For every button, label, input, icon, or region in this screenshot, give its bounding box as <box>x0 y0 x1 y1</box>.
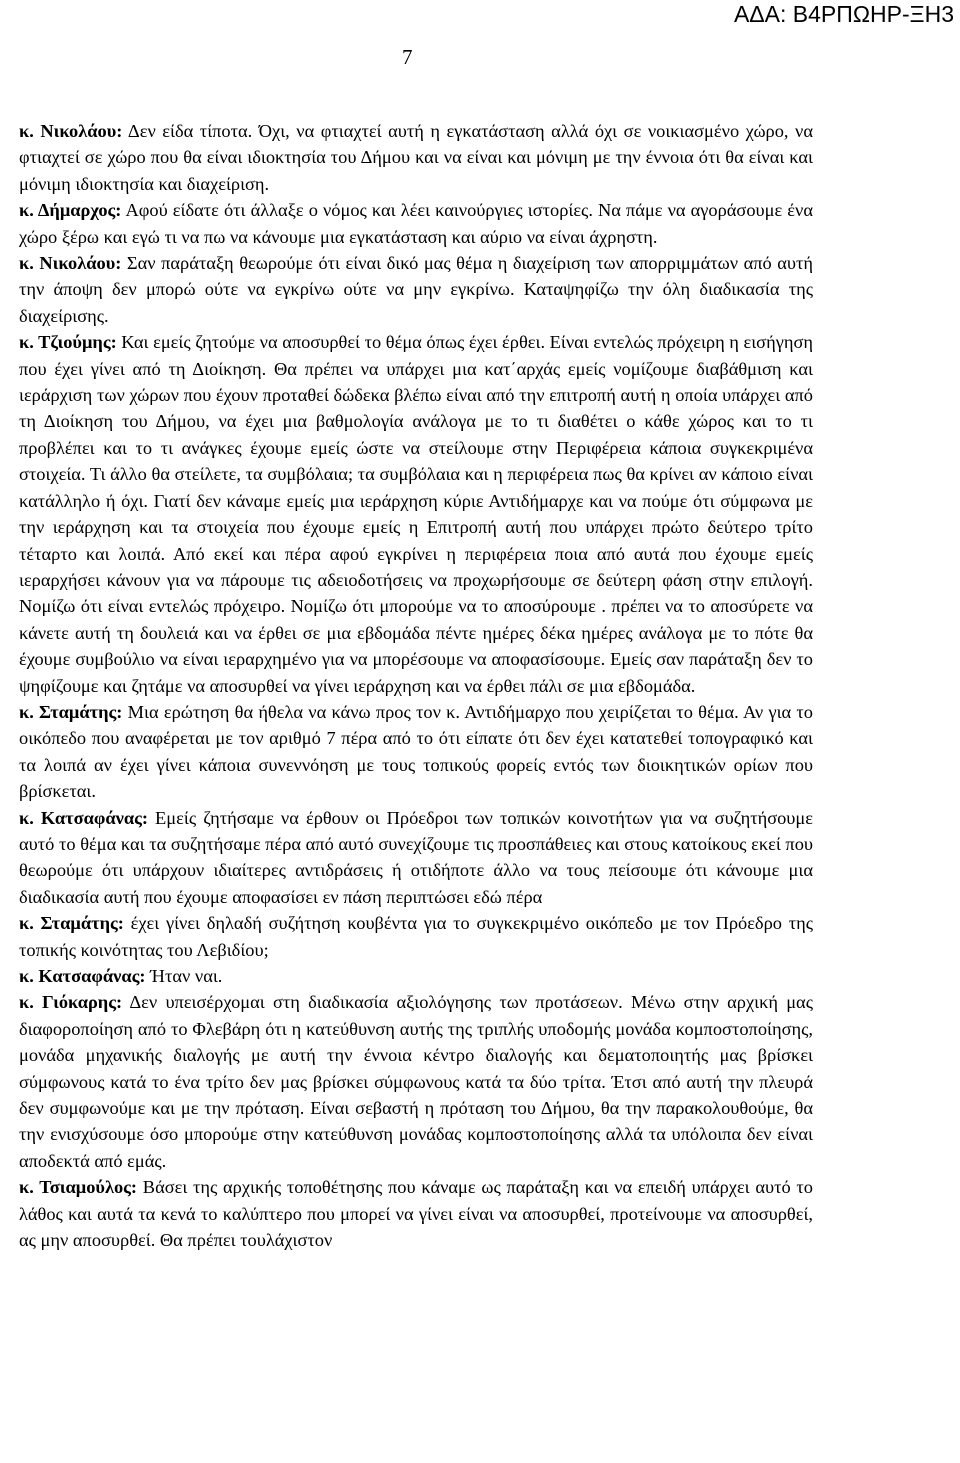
paragraph-4 <box>19 329 813 699</box>
speech-text: Και εμείς ζητούμε να αποσυρθεί το θέμα όπως έχει έρθει. Είναι εντελώς πρόχειρη η εισήγηση που έχει γίνει από τη Διοίκηση. Θα πρέπει να υπάρχει μια κατ΄αρχάς εμείς νομίζουμε διαβάθμιση και ιεράρχιση των χώρων που έχουν προταθεί δώδεκα βλέπω είναι από την επιτροπή αυτή η οποία υπάρχει από τη Διοίκηση του Δήμου, να έχει μια βαθμολογία ανάλογα με το τι διαθέτει ο κάθε χώρος και το τι προβλέπει και το τι ανάγκες έχουμε εμείς ώστε να στείλουμε στην Περιφέρεια κάποια συγκεκριμένα στοιχεία. Τι άλλο θα στείλετε, τα συμβόλαια; τα συμβόλαια και η περιφέρεια πως θα κρίνει αν κάποιο είναι κατάλληλο ή όχι. Γιατί δεν κάναμε εμείς μια ιεράρχηση κύριε Αντιδήμαρχε και να πούμε ότι σύμφωνα με την ιεράρχηση και τα στοιχεία που έχουμε εμείς η Επιτροπή αυτή που υπάρχει πρώτο δεύτερο τρίτο τέταρτο και λοιπά. Από εκεί και πέρα αφού εγκρίνει η περιφέρεια ποια από αυτά που έχουμε εμείς ιεραρχήσει κάνουν για να πάρουμε τις αδειοδοτήσεις να προχωρήσουμε σε δεύτερη φάση στην επιλογή. Νομίζω ότι είναι εντελώς πρόχειρο. Νομίζω ότι μπορούμε να το αποσύρουμε . πρέπει να το αποσύρετε να κάνετε αυτή τη δουλειά και να έρθει σε μια εβδομάδα πέντε ημέρες δέκα ημέρες ανάλογα με το πότε θα έχουμε συμβούλιο να είναι ιεραρχημένο για να μπορέσουμε να αποφασίσουμε. Εμείς σαν παράταξη δεν το ψηφίζουμε και ζητάμε να αποσυρθεί να γίνει ιεράρχηση και να έρθει πάλι σε μια εβδομάδα. <box>19 332 813 696</box>
speaker-name: κ. Νικολάου: <box>19 253 122 274</box>
paragraph-1 <box>19 118 813 197</box>
speaker-name: κ. Σταμάτης: <box>19 701 123 722</box>
minutes-body <box>19 118 813 1253</box>
speech-text: έχει γίνει δηλαδή συζήτηση κουβέντα για το συγκεκριμένο οικόπεδο με τον Πρόεδρο της τοπικής κοινότητας του Λεβιδίου; <box>19 913 813 960</box>
paragraph-10 <box>19 1174 813 1253</box>
paragraph-5 <box>19 699 813 805</box>
speech-text: Ήταν ναι. <box>145 966 223 986</box>
speaker-name: κ. Τζιούμης: <box>19 332 117 353</box>
paragraph-8 <box>19 963 813 989</box>
speech-text: Αφού είδατε ότι άλλαξε ο νόμος και λέει καινούργιες ιστορίες. Να πάμε να αγοράσουμε ένα χώρο ξέρω και εγώ τι να πω να κάνουμε μια εγκατάσταση και αύριο να είναι άχρηστη. <box>19 200 813 247</box>
paragraph-3 <box>19 250 813 329</box>
speech-text: Μια ερώτηση θα ήθελα να κάνω προς τον κ. Αντιδήμαρχο που χειρίζεται το θέμα. Αν για το οικόπεδο που αναφέρεται με τον αριθμό 7 πέρα από το ότι είπατε ότι δεν έχει κατατεθεί τοπογραφικό και τα λοιπά αν έχει γίνει κάποια συνεννόηση με τους τοπικούς φορείς εντός των διοικητικών ορίων που βρίσκεται. <box>19 701 813 802</box>
speech-text: Δεν υπεισέρχομαι στη διαδικασία αξιολόγησης των προτάσεων. Μένω στην αρχική μας διαφοροποίηση από το Φλεβάρη ότι η κατεύθυνση αυτής της τριπλής υποδομής μονάδα κομποστοποίησης, μονάδα μηχανικής διαλογής με αυτή την έννοια κέντρο διαλογής και δεματοποιητής μας βρίσκει σύμφωνους κατά το ένα τρίτο δεν μας βρίσκει σύμφωνους κατά τα δύο τρίτα. Έτσι από αυτή την πλευρά δεν συμφωνούμε και με την πρόταση. Είναι σεβαστή η πρόταση του Δήμου, θα την παρακολουθούμε, θα την ενισχύσουμε όσο μπορούμε στην κατεύθυνση μονάδας κομποστοποίησης αλλά τα υπόλοιπα δεν είναι αποδεκτά από εμάς. <box>19 992 813 1171</box>
speaker-name: κ. Νικολάου: <box>19 121 123 141</box>
speaker-name: κ. Κατσαφάνας: <box>19 966 146 986</box>
paragraph-7 <box>19 910 813 963</box>
page-number: 7 <box>402 45 413 69</box>
speech-text: Εμείς ζητήσαμε να έρθουν οι Πρόεδροι των τοπικών κοινοτήτων για να συζητήσουμε αυτό το θέμα και τα συζητήσαμε πέρα από αυτό συνεχίζουμε τις προσπάθειες και στους κατοίκους εκεί που θεωρούμε ότι υπάρχουν ιδιαίτερες αντιδράσεις ή οτιδήποτε άλλο να τους πείσουμε ότι κάνουμε μια διαδικασία αυτή που έχουμε αποφασίσει εν πάση περιπτώσει εδώ πέρα <box>19 807 813 907</box>
speaker-name: κ. Κατσαφάνας: <box>19 807 148 828</box>
speech-text: Βάσει της αρχικής τοποθέτησης που κάναμε ως παράταξη και να επειδή υπάρχει αυτό το λάθος και αυτά τα κενά το καλύπτερο που μπορεί να γίνει είναι να αποσυρθεί, προτείνουμε να αποσυρθεί, ας μην αποσυρθεί. Θα πρέπει τουλάχιστον <box>19 1177 813 1251</box>
paragraph-9 <box>19 989 813 1174</box>
speaker-name: κ. Δήμαρχος: <box>19 200 122 221</box>
speech-text: Δεν είδα τίποτα. Όχι, να φτιαχτεί αυτή η εγκατάσταση αλλά όχι σε νοικιασμένο χώρο, να φτιαχτεί σε χώρο που θα είναι ιδιοκτησία του Δήμου και να είναι και μόνιμη με την έννοια ότι θα είναι και μόνιμη ιδιοκτησία και διαχείριση. <box>19 121 813 194</box>
paragraph-2 <box>19 197 813 250</box>
speaker-name: κ. Γιόκαρης: <box>19 992 123 1013</box>
ada-code: ΑΔΑ: Β4ΡΠΩΗΡ-ΞΗ3 <box>733 1 954 27</box>
speaker-name: κ. Τσιαμούλος: <box>19 1177 138 1198</box>
speaker-name: κ. Σταμάτης: <box>19 913 124 934</box>
speech-text: Σαν παράταξη θεωρούμε ότι είναι δικό μας θέμα η διαχείριση των απορριμμάτων από αυτή την άποψη δεν μπορώ ούτε να εγκρίνω ούτε να μην εγκρίνω. Καταψηφίζω την όλη διαδικασία της διαχείρισης. <box>19 253 813 326</box>
paragraph-6 <box>19 805 813 911</box>
